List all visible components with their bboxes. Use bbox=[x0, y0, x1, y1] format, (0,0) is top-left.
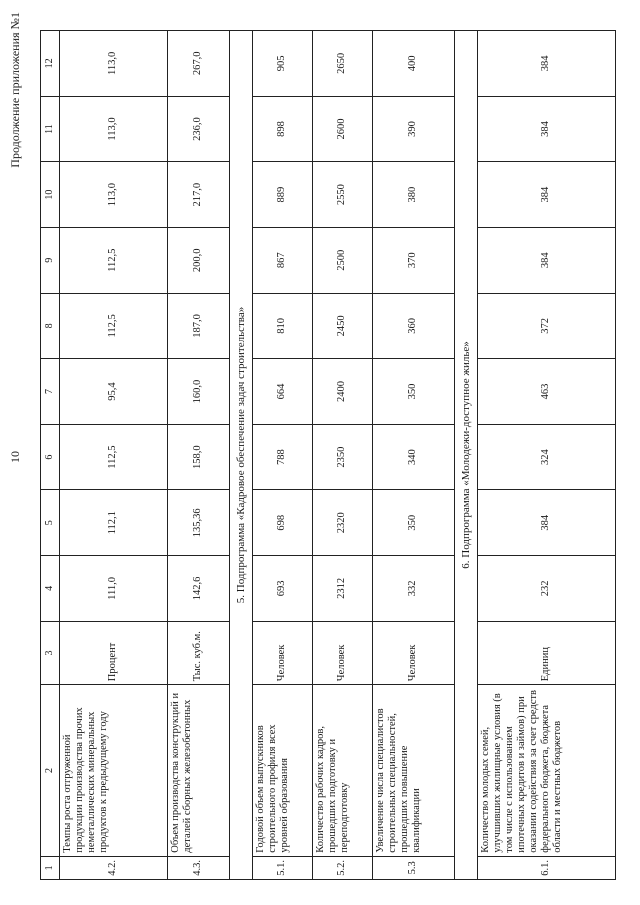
header-cell: 4 bbox=[41, 556, 60, 622]
value-cell: 693 bbox=[253, 556, 313, 622]
table-row bbox=[313, 31, 373, 880]
value-cell: 324 bbox=[478, 424, 616, 490]
value-cell: 810 bbox=[253, 293, 313, 359]
unit-cell: Человек bbox=[373, 621, 455, 685]
unit-cell: Процент bbox=[60, 621, 168, 685]
value-cell: 889 bbox=[253, 162, 313, 228]
header-cell: 10 bbox=[41, 162, 60, 228]
indicators-table bbox=[40, 30, 616, 880]
section-row bbox=[455, 31, 478, 880]
header-cell: 3 bbox=[41, 621, 60, 685]
header-cell: 6 bbox=[41, 424, 60, 490]
value-cell: 390 bbox=[373, 96, 455, 162]
table-row bbox=[253, 31, 313, 880]
page-caption: Продолжение приложения №1 bbox=[8, 12, 22, 168]
value-cell: 112,5 bbox=[60, 293, 168, 359]
value-cell: 384 bbox=[478, 162, 616, 228]
value-cell: 112,5 bbox=[60, 227, 168, 293]
value-cell: 384 bbox=[478, 96, 616, 162]
row-number: 4.2. bbox=[60, 856, 168, 879]
value-cell: 380 bbox=[373, 162, 455, 228]
value-cell: 232 bbox=[478, 556, 616, 622]
header-cell: 5 bbox=[41, 490, 60, 556]
indicator-name: Количество рабочих кадров, прошедших подготовку и переподготовку bbox=[313, 685, 373, 856]
value-cell: 2550 bbox=[313, 162, 373, 228]
unit-cell: Тыс. куб.м. bbox=[168, 621, 230, 685]
value-cell: 2350 bbox=[313, 424, 373, 490]
value-cell: 200,0 bbox=[168, 227, 230, 293]
unit-cell: Человек bbox=[313, 621, 373, 685]
value-cell: 217,0 bbox=[168, 162, 230, 228]
value-cell: 384 bbox=[478, 227, 616, 293]
section-title: 6. Подпрограмма «Молодежи-доступное жилье» bbox=[455, 31, 478, 880]
value-cell: 867 bbox=[253, 227, 313, 293]
value-cell: 2650 bbox=[313, 31, 373, 97]
value-cell: 2500 bbox=[313, 227, 373, 293]
unit-cell: Единиц bbox=[478, 621, 616, 685]
indicator-name: Темпы роста отгруженной продукции производства прочих неметаллических минеральных продуктов к предыдущему году bbox=[60, 685, 168, 856]
value-cell: 2400 bbox=[313, 359, 373, 425]
header-cell: 1 bbox=[41, 856, 60, 879]
table-row bbox=[373, 31, 455, 880]
value-cell: 400 bbox=[373, 31, 455, 97]
value-cell: 111,0 bbox=[60, 556, 168, 622]
value-cell: 360 bbox=[373, 293, 455, 359]
value-cell: 267,0 bbox=[168, 31, 230, 97]
row-number: 5.3 bbox=[373, 856, 455, 879]
header-cell: 8 bbox=[41, 293, 60, 359]
value-cell: 384 bbox=[478, 490, 616, 556]
row-number: 5.1. bbox=[253, 856, 313, 879]
value-cell: 2600 bbox=[313, 96, 373, 162]
value-cell: 350 bbox=[373, 359, 455, 425]
header-cell: 12 bbox=[41, 31, 60, 97]
value-cell: 332 bbox=[373, 556, 455, 622]
indicator-name: Годовой объем выпускников строительного профиля всех уровней образования bbox=[253, 685, 313, 856]
indicator-name: Объем производства конструкций и деталей сборных железобетонных bbox=[168, 685, 230, 856]
table-row bbox=[168, 31, 230, 880]
value-cell: 898 bbox=[253, 96, 313, 162]
value-cell: 95,4 bbox=[60, 359, 168, 425]
value-cell: 384 bbox=[478, 31, 616, 97]
value-cell: 112,1 bbox=[60, 490, 168, 556]
indicator-name: Увеличение числа специалистов строительных специальностей, прошедших повышение квалификации bbox=[373, 685, 455, 856]
value-cell: 112,5 bbox=[60, 424, 168, 490]
table-row bbox=[478, 31, 616, 880]
header-cell: 9 bbox=[41, 227, 60, 293]
row-number: 5.2. bbox=[313, 856, 373, 879]
section-row bbox=[230, 31, 253, 880]
value-cell: 340 bbox=[373, 424, 455, 490]
value-cell: 463 bbox=[478, 359, 616, 425]
page-number: 10 bbox=[8, 451, 22, 463]
value-cell: 160,0 bbox=[168, 359, 230, 425]
unit-cell: Человек bbox=[253, 621, 313, 685]
header-cell: 7 bbox=[41, 359, 60, 425]
value-cell: 113,0 bbox=[60, 162, 168, 228]
value-cell: 664 bbox=[253, 359, 313, 425]
value-cell: 350 bbox=[373, 490, 455, 556]
header-row bbox=[41, 31, 60, 880]
value-cell: 135,36 bbox=[168, 490, 230, 556]
value-cell: 370 bbox=[373, 227, 455, 293]
value-cell: 142,6 bbox=[168, 556, 230, 622]
value-cell: 187,0 bbox=[168, 293, 230, 359]
value-cell: 372 bbox=[478, 293, 616, 359]
value-cell: 905 bbox=[253, 31, 313, 97]
section-title: 5. Подпрограмма «Кадровое обеспечение задач строительства» bbox=[230, 31, 253, 880]
table-row bbox=[60, 31, 168, 880]
value-cell: 2312 bbox=[313, 556, 373, 622]
value-cell: 158,0 bbox=[168, 424, 230, 490]
row-number: 4.3. bbox=[168, 856, 230, 879]
value-cell: 113,0 bbox=[60, 31, 168, 97]
indicator-name: Количество молодых семей, улучшивших жилищные условия (в том числе с использованием ипотечных кредитов и займов) при оказании содействия за счет средств федерального бюджета, бюджета области и местных бюджетов bbox=[478, 685, 616, 856]
value-cell: 698 bbox=[253, 490, 313, 556]
value-cell: 2320 bbox=[313, 490, 373, 556]
header-cell: 11 bbox=[41, 96, 60, 162]
value-cell: 236,0 bbox=[168, 96, 230, 162]
value-cell: 788 bbox=[253, 424, 313, 490]
value-cell: 2450 bbox=[313, 293, 373, 359]
header-cell: 2 bbox=[41, 685, 60, 856]
value-cell: 113,0 bbox=[60, 96, 168, 162]
table-body bbox=[41, 31, 616, 880]
row-number: 6.1. bbox=[478, 856, 616, 879]
